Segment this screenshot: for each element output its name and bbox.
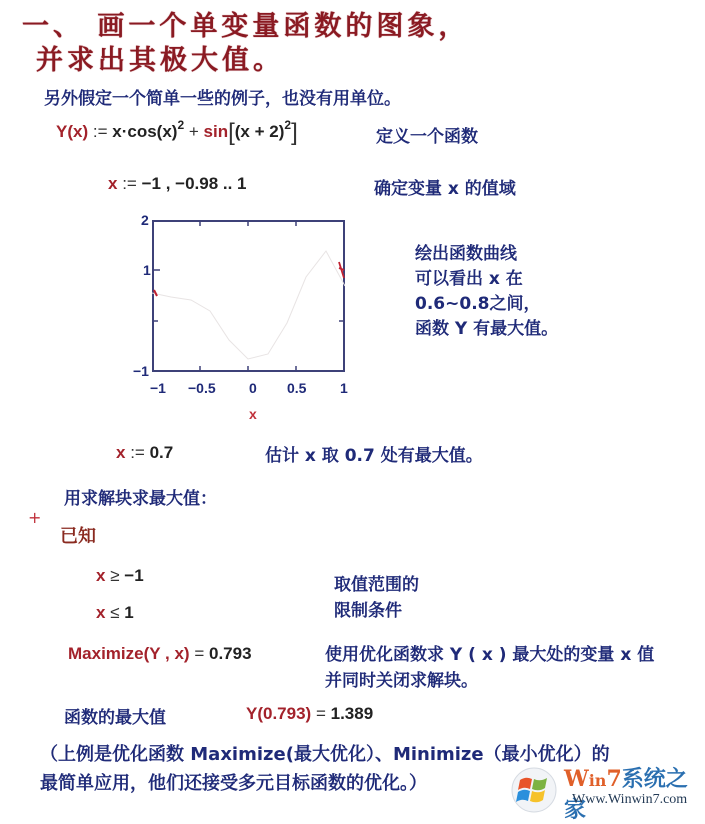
x-tick-neg0.5: −0.5	[188, 380, 216, 396]
max-value-equals: =	[315, 704, 326, 723]
x-tick-0: 0	[249, 380, 257, 396]
guess-value: 0.7	[149, 443, 174, 462]
range-var: x	[108, 174, 118, 193]
x-tick-neg1: −1	[150, 380, 166, 396]
exponent-1: 2	[177, 118, 185, 132]
plus-operator: +	[188, 122, 199, 141]
constraint-op: ≥	[110, 566, 120, 585]
region-plus-marker[interactable]: +	[28, 508, 42, 527]
footer-note-line: 最简单应用，他们还接受多元目标函数的优化。）	[40, 773, 427, 794]
term-x-cos: x·cos(x)	[112, 122, 178, 141]
plot-note-line: 绘出函数曲线	[415, 244, 517, 264]
constraint-var: x	[96, 603, 106, 622]
solve-block-heading: 用求解块求最大值：	[64, 489, 217, 509]
y-tick-neg1: −1	[133, 363, 149, 379]
exponent-2: 2	[284, 118, 292, 132]
range-value: −1 , −0.98 .. 1	[141, 174, 247, 193]
guess-note: 估计 x 取 0.7 处有最大值。	[265, 446, 483, 466]
inner-term: (x + 2)	[234, 122, 285, 141]
watermark-url: Www.Winwin7.com	[572, 792, 688, 807]
brand-cn: 系统之家	[564, 766, 688, 823]
range-definition[interactable]	[108, 174, 247, 194]
intro-text: 另外假定一个简单一些的例子，也没有用单位。	[44, 89, 401, 109]
constraints-note	[334, 572, 419, 624]
max-value-label: 函数的最大值	[64, 708, 166, 728]
constraint-var: x	[96, 566, 106, 585]
page-heading-line2: 并求出其极大值。	[36, 45, 284, 76]
windows-logo-icon	[510, 766, 558, 814]
x-tick-0.5: 0.5	[287, 380, 307, 396]
function-note: 定义一个函数	[376, 127, 478, 147]
guess-var: x	[116, 443, 126, 462]
watermark-logo	[506, 760, 705, 823]
maximize-note	[325, 642, 654, 694]
brand-7: 7	[606, 766, 622, 792]
maximize-result: 0.793	[208, 644, 252, 663]
brand-in: in	[588, 771, 607, 790]
plot-curve	[152, 220, 345, 372]
x-tick-1: 1	[340, 380, 348, 396]
footer-note-line: （上例是优化函数 Maximize(最大优化）、Minimize（最小优化）的	[40, 744, 610, 765]
range-assign: :=	[122, 174, 137, 193]
x-axis-label: x	[249, 406, 257, 422]
given-keyword: 已知	[60, 526, 96, 547]
plot-note-line: 0.6~0.8之间，	[415, 294, 541, 314]
max-value-expression[interactable]	[246, 704, 373, 724]
y-tick-1: 1	[143, 262, 151, 278]
max-value-result: 1.389	[330, 704, 374, 723]
guess-definition[interactable]	[116, 443, 173, 463]
maximize-note-line: 并同时关闭求解块。	[325, 671, 478, 691]
function-name: Y(x)	[56, 122, 89, 141]
y-tick-2: 2	[141, 212, 149, 228]
constraints-note-line: 取值范围的	[334, 575, 419, 595]
range-note: 确定变量 x 的值域	[374, 179, 516, 199]
constraint-lower[interactable]	[96, 566, 144, 586]
maximize-call: Maximize(Y , x)	[68, 644, 190, 663]
plot-note-line: 函数 Y 有最大值。	[415, 319, 559, 339]
bracket-open: [	[228, 119, 235, 146]
assign-operator: :=	[92, 122, 108, 141]
guess-assign: :=	[130, 443, 145, 462]
page-heading-line1: 一、 画一个单变量函数的图象，	[22, 11, 470, 42]
maximize-note-line: 使用优化函数求 Y ( x ) 最大处的变量 x 值	[325, 645, 655, 665]
maximize-expression[interactable]	[68, 644, 252, 664]
plot-note	[415, 242, 558, 342]
constraint-value: 1	[124, 603, 134, 622]
constraint-value: −1	[124, 566, 144, 585]
function-definition[interactable]	[56, 118, 298, 147]
max-value-expr: Y(0.793)	[246, 704, 312, 723]
sin-function: sin	[203, 122, 229, 141]
constraint-op: ≤	[110, 603, 120, 622]
constraint-upper[interactable]	[96, 603, 134, 623]
plot-note-line: 可以看出 x 在	[415, 269, 523, 289]
maximize-equals: =	[194, 644, 205, 663]
brand-w: W	[564, 766, 589, 792]
bracket-close: ]	[291, 119, 298, 146]
constraints-note-line: 限制条件	[334, 601, 402, 621]
